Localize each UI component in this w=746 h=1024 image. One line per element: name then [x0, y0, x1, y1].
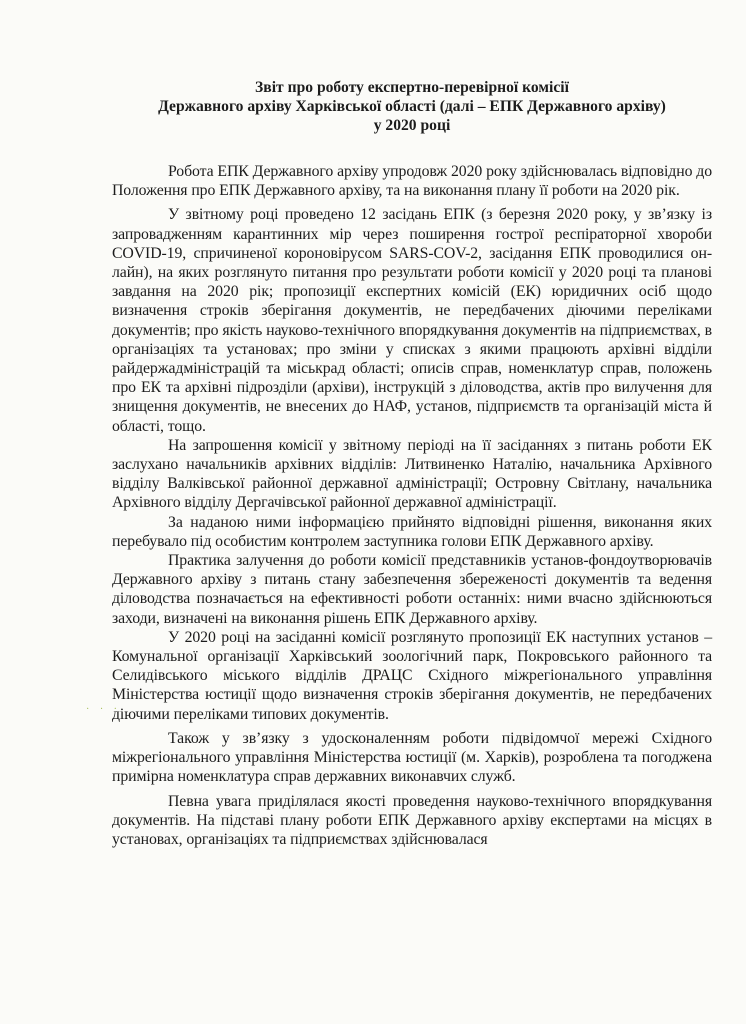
- document-title: [112, 78, 712, 135]
- scan-artifact: · · ·: [86, 704, 121, 715]
- paragraph-1: Робота ЕПК Державного архіву упродовж 2020 року здійснювалась відповідно до Положення про ЕПК Державного архіву, та на виконання плану її роботи на 2020 рік.: [112, 163, 712, 200]
- paragraph-4: За наданою ними інформацією прийнято відповідні рішення, виконання яких перебувало під особистим контролем заступника голови ЕПК Державного архіву.: [112, 513, 712, 550]
- paragraph-5: Практика залучення до роботи комісії представників установ-фондоутворювачів Державного архіву з питань стану забезпечення збереженості документів та ведення діловодства позначається на ефективності роботи останніх: ними вчасно здійснюються заходи, визначені на виконання рішень ЕПК Державного архіву.: [112, 552, 712, 627]
- title-line-3: у 2020 році: [373, 117, 451, 134]
- paragraph-8: Певна увага приділялася якості проведення науково-технічного впорядкування документів. На підставі плану роботи ЕПК Державного архіву експертами на місцях в установах, організаціях та підприємствах здійснювалася: [112, 792, 712, 848]
- title-line-2: Державного архіву Харківської області (далі – ЕПК Державного архіву): [158, 98, 666, 115]
- title-line-1: Звіт про роботу експертно-перевірної комісії: [255, 79, 569, 96]
- paragraph-2: У звітному році проведено 12 засідань ЕПК (з березня 2020 року, у зв’язку із запровадженням карантинних мір через поширення гострої респіраторної хвороби COVID-19, спричиненої короновірусом SARS-COV-2, засідання ЕПК проводилися он-лайн), на яких розглянуто питання про результати роботи комісії у 2020 році та планові завдання на 2020 рік; пропозиції експертних комісій (ЕК) юридичних осіб щодо визначення строків зберігання документів, не передбачених діючими переліками документів; про якість науково-технічного впорядкування документів на підприємствах, в організаціях та установах; про зміни у списках з якими працюють архівні відділи райдержадміністрацій та міськрад області; описів справ, номенклатур справ, положень про ЕК та архівні підрозділи (архіви), інструкцій з діловодства, актів про вилучення для знищення документів, не внесених до НАФ, установ, підприємств та організацій міста й області, тощо.: [112, 206, 712, 435]
- paragraph-3: На запрошення комісії у звітному періоді на її засіданнях з питань роботи ЕК заслухано начальників архівних відділів: Литвиненко Наталію, начальника Архівного відділу Валківської районної державної адміністрації; Островну Світлану, начальника Архівного відділу Дергачівської районної державної адміністрації.: [112, 436, 712, 512]
- paragraph-7: Також у зв’язку з удосконаленням роботи підвідомчої мережі Східного міжрегіонального управління Міністерства юстиції (м. Харків), розроблена та погоджена примірна номенклатура справ державних виконавчих служб.: [112, 729, 712, 786]
- paragraph-6: У 2020 році на засіданні комісії розглянуто пропозиції ЕК наступних установ – Комунальної організації Харківський зоологічний парк, Покровського районного та Селидівського міського відділів ДРАЦС Східного міжрегіонального управління Міністерства юстиції щодо визначення строків зберігання документів, не передбачених діючими переліками типових документів.: [112, 628, 712, 723]
